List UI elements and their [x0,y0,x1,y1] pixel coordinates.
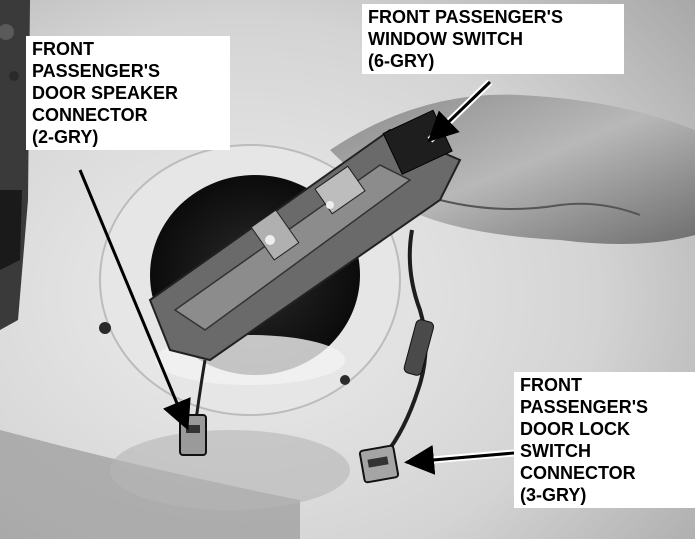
window-switch-callout [362,4,624,74]
screw [99,322,111,334]
callout-line: DOOR SPEAKER [32,83,179,103]
callout-line: FRONT [32,39,94,59]
screw [340,375,350,385]
callout-line: PASSENGER'S [32,61,160,81]
callout-line: WINDOW SWITCH [368,29,523,49]
screw [9,71,19,81]
door-lock-connector-callout [514,372,695,508]
callout-line: (3-GRY) [520,485,587,505]
callout-line: (6-GRY) [368,51,435,71]
callout-line: CONNECTOR [520,463,636,483]
speaker-connector-callout [26,36,230,150]
callout-line: CONNECTOR [32,105,148,125]
callout-line: SWITCH [520,441,591,461]
callout-line: FRONT PASSENGER'S [368,7,563,27]
callout-line: DOOR LOCK [520,419,630,439]
callout-line: PASSENGER'S [520,397,648,417]
callout-line: FRONT [520,375,582,395]
callout-line: (2-GRY) [32,127,99,147]
